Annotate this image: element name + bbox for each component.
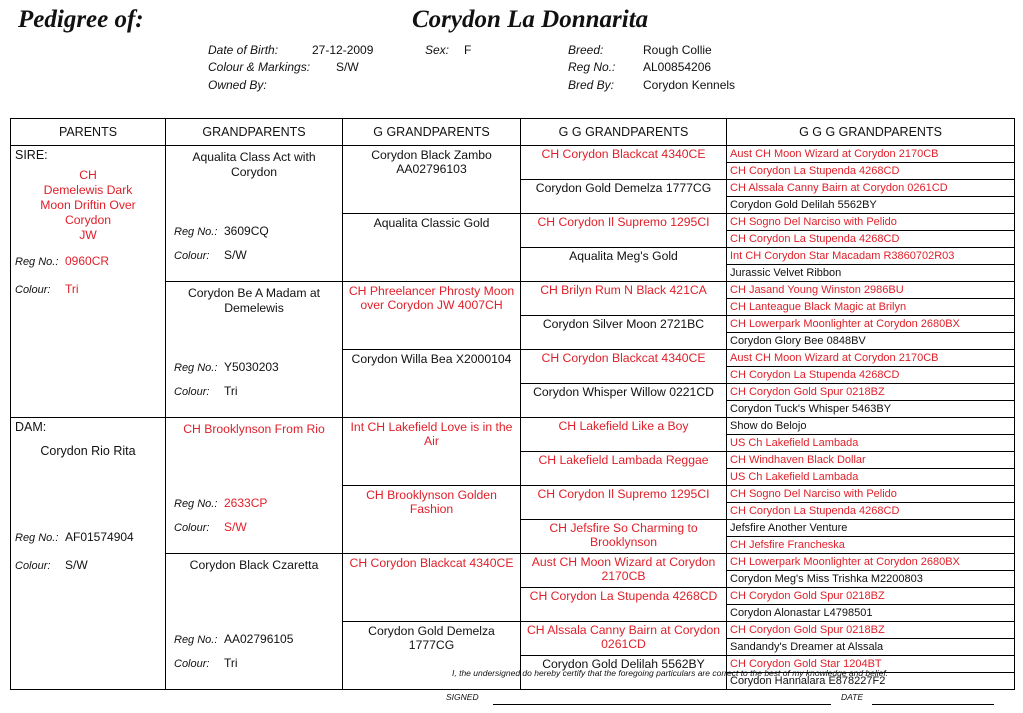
ggg-grandparent-cell [727,146,1015,180]
ggg-grandparent-name: Int CH Corydon Star Macadam R3860702R03 [727,248,1014,265]
grandparent-reg-value: AA02796105 [224,632,294,646]
dam-colour-value: S/W [65,558,88,572]
ggg-grandparent-name: US Ch Lakefield Lambada [730,437,859,449]
g-grandparent-cell: Corydon Willa Bea X2000104 [343,350,521,418]
gg-grandparent-cell: Aqualita Meg's Gold [521,248,727,282]
g-grandparent-cell: Corydon Black Zambo AA02796103 [343,146,521,214]
col-g-grandparents: G GRANDPARENTS [343,119,521,146]
ggg-grandparent-name: Jefsfire Another Venture [727,520,1014,537]
gg-grandparent-cell: Corydon Gold Delilah 5562BY [521,656,727,690]
ggg-grandparent-name: Jurassic Velvet Ribbon [730,267,842,279]
ggg-grandparent-name: CH Windhaven Black Dollar [727,452,1014,469]
grandparent-reg-value: 3609CQ [224,224,269,238]
signed-label: SIGNED [446,692,479,702]
ggg-grandparent-cell [727,554,1015,588]
sire-name-line: JW [79,228,97,242]
grandparent-colour-value: S/W [224,248,247,262]
ggg-grandparent-name: Show do Belojo [727,418,1014,435]
dob-value: 27-12-2009 [312,43,374,57]
col-parents: PARENTS [11,119,166,146]
ggg-grandparent-name: CH Corydon La Stupenda 4268CD [730,165,900,177]
grandparent-reg-value: Y5030203 [224,360,279,374]
sire-name-line: CH [79,168,97,182]
ggg-grandparent-name: Corydon Alonastar L4798501 [730,607,873,619]
sire-colour-label: Colour: [15,284,51,296]
reg-value: AL00854206 [643,60,712,74]
ggg-grandparent-cell [727,452,1015,486]
ggg-grandparent-name: CH Sogno Del Narciso with Pelido [727,214,1014,231]
ggg-grandparent-name: Aust CH Moon Wizard at Corydon 2170CB [727,146,1014,163]
dam-label: DAM: [15,420,47,434]
dam-reg-label: Reg No.: [15,532,59,544]
gg-grandparent-cell: CH Lakefield Like a Boy [521,418,727,452]
ggg-grandparent-cell [727,282,1015,316]
ggg-grandparent-cell [727,418,1015,452]
ggg-grandparent-name: CH Corydon Gold Spur 0218BZ [727,622,1014,639]
grandparent-name: Corydon Be A Madam at Demelewis [187,286,321,315]
dob-label: Date of Birth: [208,43,279,57]
colour-label: Colour: [174,386,210,398]
dam-colour-label: Colour: [15,560,51,572]
dog-name: Corydon La Donnarita [412,6,649,33]
ggg-grandparent-name: CH Lowerpark Moonlighter at Corydon 2680BX [727,554,1014,571]
reg-label: Reg No.: [174,498,218,510]
grandparent-colour-row [174,384,238,398]
table-row [11,146,1015,180]
sex-label: Sex: [425,43,450,57]
pedigree-table [10,118,1015,690]
sire-cell [11,146,166,418]
grandparent-reg-row [174,224,269,238]
dam-reg-value: AF01574904 [65,530,134,544]
col-ggg-grandparents: G G G GRANDPARENTS [727,119,1015,146]
sire-reg-value: 0960CR [65,254,110,268]
g-grandparent-cell: CH Phreelancer Phrosty Moon over Corydon JW 4007CH [343,282,521,350]
ggg-grandparent-name: CH Corydon Gold Spur 0218BZ [727,588,1014,605]
ggg-grandparent-name: CH Alssala Canny Bairn at Corydon 0261CD [727,180,1014,197]
ggg-grandparent-name: Corydon Hannalara E878227F2 [730,675,886,687]
sex-value: F [464,43,472,57]
ggg-grandparent-cell [727,486,1015,520]
gg-grandparent-cell: CH Corydon La Stupenda 4268CD [521,588,727,622]
gg-grandparent-cell: Corydon Gold Demelza 1777CG [521,180,727,214]
dam-reg-row [15,530,134,544]
gg-grandparent-cell: Corydon Silver Moon 2721BC [521,316,727,350]
ggg-grandparent-name: Aust CH Moon Wizard at Corydon 2170CB [727,350,1014,367]
gg-grandparent-cell: CH Corydon Il Supremo 1295CI [521,214,727,248]
sire-reg-row [15,254,109,268]
gg-grandparent-cell: CH Lakefield Lambada Reggae [521,452,727,486]
ggg-grandparent-name: US Ch Lakefield Lambada [730,471,859,483]
grandparent-name: Aqualita Class Act with Corydon [192,150,316,179]
bred-by-value: Corydon Kennels [643,78,736,92]
certification-text: I, the undersigned do hereby certify that the foregoing particulars are correct to the best of my knowledge and belief. [452,668,889,678]
breed-value: Rough Collie [643,43,712,57]
table-row [11,418,1015,452]
ggg-grandparent-name: Corydon Meg's Miss Trishka M2200803 [730,573,923,585]
dam-colour-row [15,558,88,572]
ggg-grandparent-name: CH Corydon La Stupenda 4268CD [730,505,900,517]
bred-by-label: Bred By: [568,78,615,92]
gg-grandparent-cell: CH Corydon Il Supremo 1295CI [521,486,727,520]
g-grandparent-cell: Aqualita Classic Gold [343,214,521,282]
reg-label: Reg No.: [174,634,218,646]
col-gg-grandparents: G G GRANDPARENTS [521,119,727,146]
g-grandparent-cell: CH Brooklynson Golden Fashion [343,486,521,554]
sire-label: SIRE: [15,148,48,162]
grandparent-colour-value: Tri [224,656,238,670]
grandparent-colour-row [174,248,247,262]
ggg-grandparent-name: CH Corydon La Stupenda 4268CD [730,233,900,245]
reg-label: Reg No.: [174,226,218,238]
grandparent-cell [166,282,343,418]
grandparent-colour-row [174,520,247,534]
sire-colour-row [15,282,79,296]
ggg-grandparent-cell [727,622,1015,656]
g-grandparent-cell: CH Corydon Blackcat 4340CE [343,554,521,622]
colour-label: Colour: [174,658,210,670]
ggg-grandparent-cell [727,588,1015,622]
ggg-grandparent-name: CH Jefsfire Francheska [730,539,845,551]
ggg-grandparent-name: CH Sogno Del Narciso with Pelido [727,486,1014,503]
ggg-grandparent-cell [727,316,1015,350]
ggg-grandparent-name: Corydon Glory Bee 0848BV [730,335,866,347]
gg-grandparent-cell: CH Brilyn Rum N Black 421CA [521,282,727,316]
ggg-grandparent-cell [727,214,1015,248]
ggg-grandparent-name: Corydon Tuck's Whisper 5463BY [730,403,892,415]
owned-by-label: Owned By: [208,78,267,92]
grandparent-reg-value: 2633CP [224,496,268,510]
reg-label: Reg No.: [174,362,218,374]
grandparent-name: CH Brooklynson From Rio [183,422,325,436]
ggg-grandparent-cell [727,248,1015,282]
ggg-grandparent-name: CH Jasand Young Winston 2986BU [727,282,1014,299]
ggg-grandparent-cell [727,520,1015,554]
grandparent-colour-value: S/W [224,520,247,534]
grandparent-colour-row [174,656,238,670]
sire-name-line: Moon Driftin Over [40,198,136,212]
colour-value: S/W [336,60,359,74]
gg-grandparent-cell: Corydon Whisper Willow 0221CD [521,384,727,418]
dam-cell [11,418,166,690]
ggg-grandparent-name: CH Corydon Gold Spur 0218BZ [727,384,1014,401]
colour-label: Colour: [174,522,210,534]
reg-label: Reg No.: [568,60,616,74]
grandparent-cell [166,146,343,282]
col-grandparents: GRANDPARENTS [166,119,343,146]
ggg-grandparent-name: CH Corydon Gold Star 1204BT [727,656,1014,673]
sire-name-line: Corydon [64,213,112,227]
ggg-grandparent-name: CH Corydon La Stupenda 4268CD [730,369,900,381]
gg-grandparent-cell: CH Corydon Blackcat 4340CE [521,146,727,180]
dam-name: Corydon Rio Rita [40,444,136,458]
ggg-grandparent-cell [727,350,1015,384]
grandparent-name: Corydon Black Czaretta [189,558,319,572]
breed-label: Breed: [568,43,604,57]
sire-reg-label: Reg No.: [15,256,59,268]
ggg-grandparent-name: CH Lowerpark Moonlighter at Corydon 2680BX [727,316,1014,333]
ggg-grandparent-name: CH Lanteague Black Magic at Brilyn [730,301,907,313]
g-grandparent-cell: Int CH Lakefield Love is in the Air [343,418,521,486]
date-label: DATE [841,692,864,702]
ggg-grandparent-name: Sandandy's Dreamer at Alssala [730,641,884,653]
grandparent-cell [166,554,343,690]
gg-grandparent-cell: CH Alssala Canny Bairn at Corydon 0261CD [521,622,727,656]
gg-grandparent-cell: CH Corydon Blackcat 4340CE [521,350,727,384]
pedigree-title-label: Pedigree of: [18,6,144,33]
ggg-grandparent-cell [727,180,1015,214]
header-row [11,119,1015,146]
colour-label: Colour: [174,250,210,262]
colour-label: Colour & Markings: [208,60,311,74]
sire-name-line: Demelewis Dark [43,183,133,197]
g-grandparent-cell: Corydon Gold Demelza 1777CG [343,622,521,690]
ggg-grandparent-cell [727,384,1015,418]
grandparent-reg-row [174,360,279,374]
sire-colour-value: Tri [65,282,79,296]
gg-grandparent-cell: Aust CH Moon Wizard at Corydon 2170CB [521,554,727,588]
date-line [872,704,994,705]
grandparent-cell [166,418,343,554]
signature-line [493,704,831,705]
gg-grandparent-cell: CH Jefsfire So Charming to Brooklynson [521,520,727,554]
grandparent-reg-row [174,496,267,510]
sire-name [11,168,165,243]
grandparent-reg-row [174,632,293,646]
ggg-grandparent-name: Corydon Gold Delilah 5562BY [730,199,877,211]
grandparent-colour-value: Tri [224,384,238,398]
